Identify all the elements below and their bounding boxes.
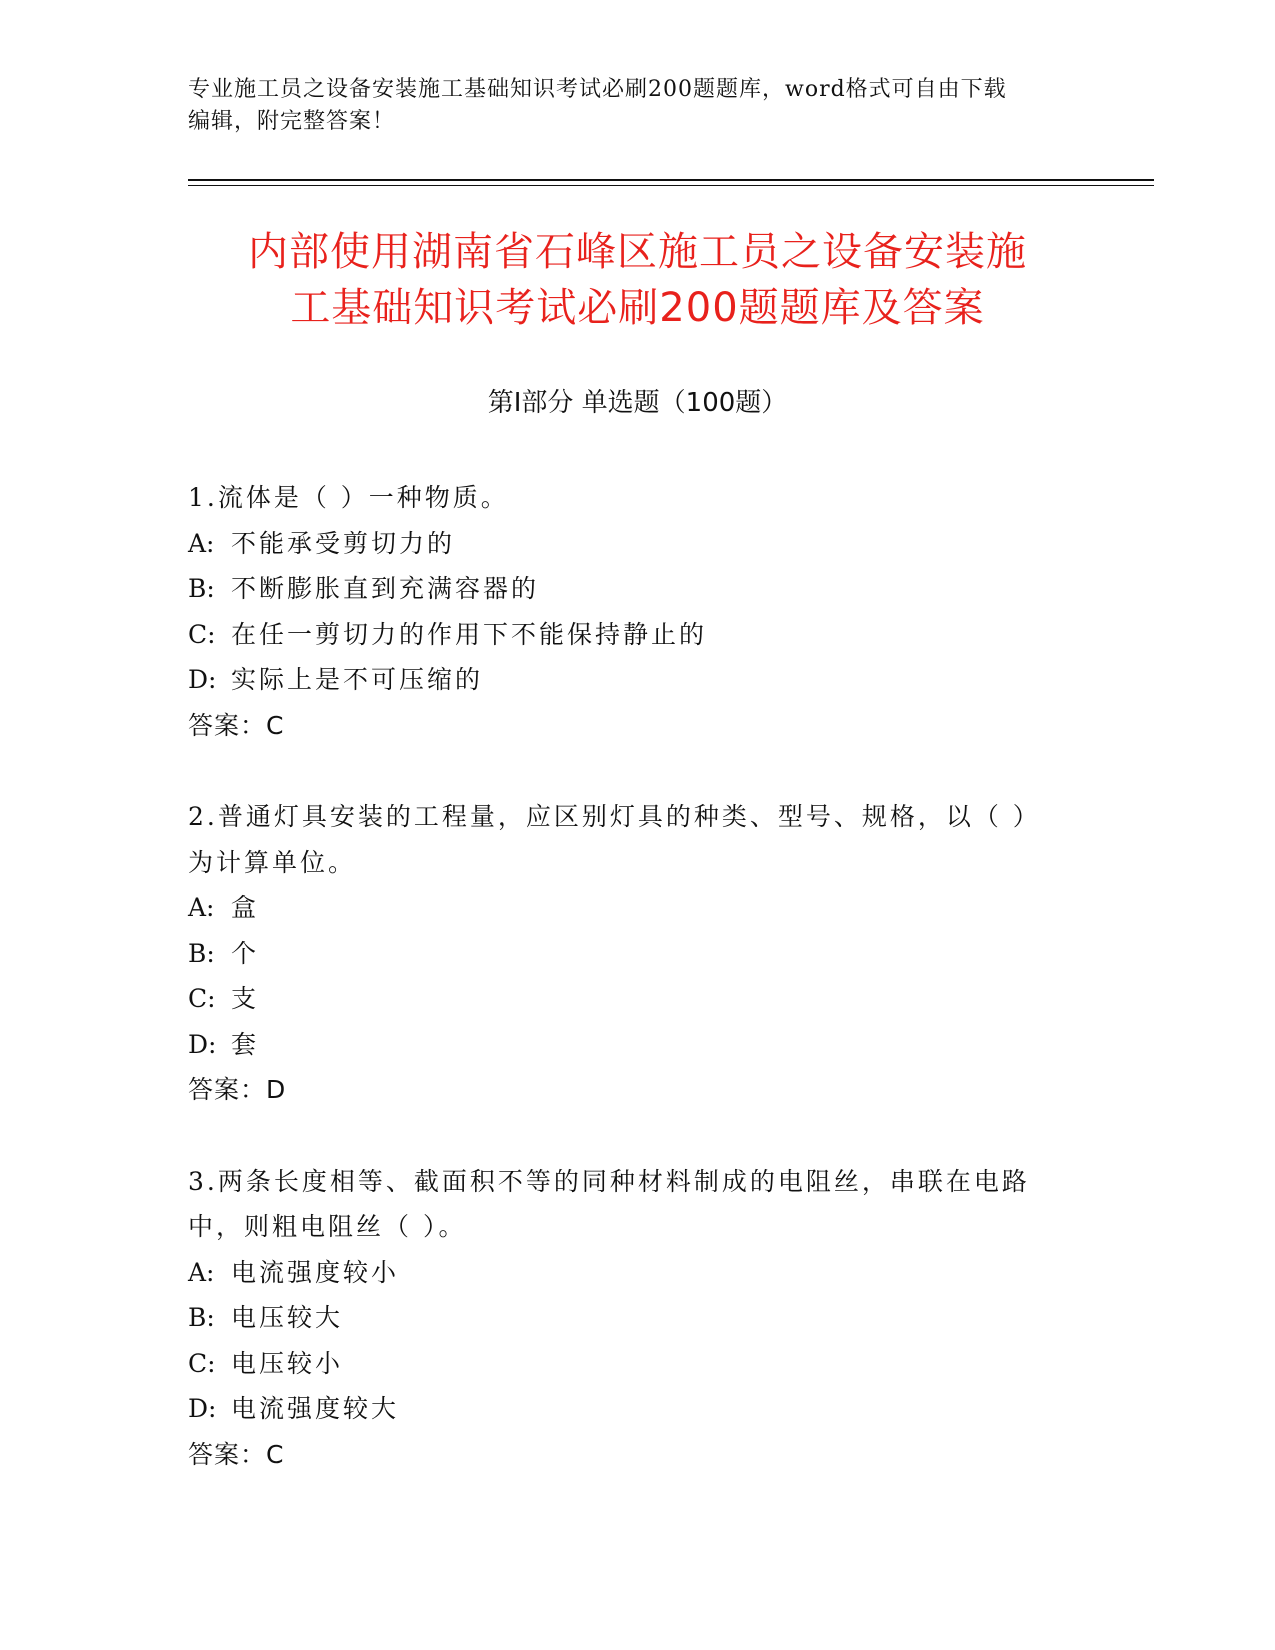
option-text: 个 (231, 938, 260, 968)
option-label: D: (188, 1394, 217, 1423)
option-label: B: (188, 574, 215, 603)
option-text: 不能承受剪切力的 (231, 528, 456, 558)
option-label: C: (188, 619, 216, 649)
option-label: A: (188, 528, 215, 558)
option-b (188, 566, 1068, 612)
option-label: A: (188, 893, 215, 922)
option-text: 套 (231, 1029, 260, 1059)
option-d (188, 1386, 1068, 1432)
option-c (188, 1341, 1068, 1387)
header-note-line-2: 编辑，附完整答案！ (188, 109, 396, 134)
option-text: 电流强度较小 (231, 1257, 400, 1287)
option-d (188, 1022, 1068, 1068)
question-stem: 1.流体是（ ）一种物质。 (188, 483, 509, 512)
document-title (150, 224, 1125, 336)
option-text: 支 (231, 984, 260, 1013)
option-label: B: (188, 938, 215, 968)
option-c (188, 612, 1068, 658)
option-text: 在任一剪切力的作用下不能保持静止的 (231, 619, 708, 649)
option-label: C: (188, 984, 216, 1013)
header-divider-thick (188, 179, 1154, 181)
option-a (188, 885, 1068, 931)
option-label: A: (188, 1257, 215, 1287)
document-title-line-1: 内部使用湖南省石峰区施工员之设备安装施 (248, 229, 1027, 275)
option-b (188, 1295, 1068, 1341)
question-stem: 3.两条长度相等、截面积不等的同种材料制成的电阻丝，串联在电路 (188, 1166, 1030, 1196)
header-divider-thin (188, 185, 1154, 186)
option-label: C: (188, 1348, 216, 1378)
option-text: 实际上是不可压缩的 (231, 665, 484, 694)
option-label: D: (188, 665, 217, 694)
document-title-line-2: 工基础知识考试必刷200题题库及答案 (290, 285, 985, 331)
question-stem-continued: 中，则粗电阻丝（ ）。 (188, 1212, 467, 1241)
option-text: 盒 (231, 893, 260, 922)
question-stem: 2.普通灯具安装的工程量，应区别灯具的种类、型号、规格，以（ ） (188, 802, 1041, 831)
option-d (188, 657, 1068, 703)
question-list (188, 475, 1068, 1523)
option-b (188, 931, 1068, 977)
answer: 答案：C (188, 710, 285, 740)
answer: 答案：D (188, 1075, 287, 1104)
section-heading: 第Ⅰ部分 单选题（100题） (487, 388, 788, 418)
header-note (188, 74, 1088, 138)
question-3 (188, 1159, 1068, 1478)
option-label: D: (188, 1029, 217, 1059)
option-text: 不断膨胀直到充满容器的 (231, 574, 540, 603)
option-label: B: (188, 1303, 215, 1332)
option-text: 电压较小 (231, 1348, 344, 1378)
option-text: 电流强度较大 (231, 1394, 400, 1423)
question-1 (188, 475, 1068, 748)
option-text: 电压较大 (231, 1303, 344, 1332)
answer: 答案：C (188, 1439, 285, 1469)
option-c (188, 976, 1068, 1022)
header-note-line-1: 专业施工员之设备安装施工基础知识考试必刷200题题库，word格式可自由下载 (188, 77, 1007, 102)
question-2 (188, 794, 1068, 1113)
option-a (188, 521, 1068, 567)
question-stem-continued: 为计算单位。 (188, 847, 357, 877)
option-a (188, 1250, 1068, 1296)
